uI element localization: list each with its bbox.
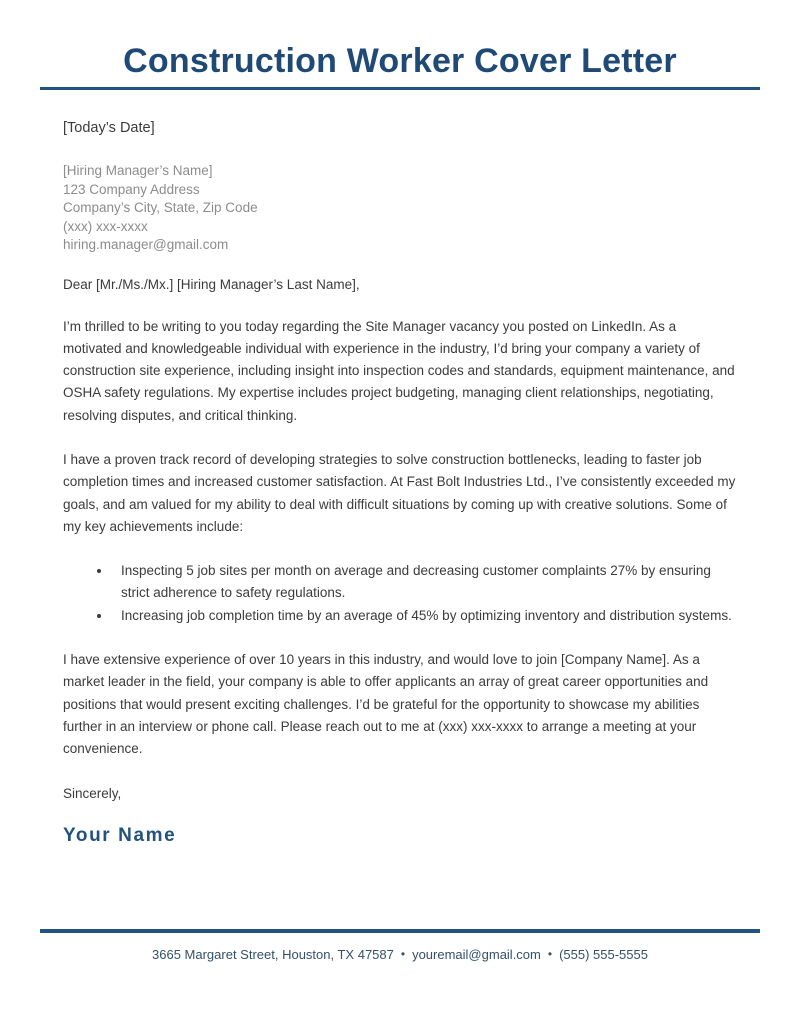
footer-phone: (555) 555-5555 — [559, 947, 648, 962]
separator-dot: • — [547, 947, 553, 961]
paragraph-intro: I’m thrilled to be writing to you today regarding the Site Manager vacancy you posted on LinkedIn. As a motivated and knowledgeable individual with experience in the industry, I’d bring your company a variety of construction site experience, including insight into inspection codes and standards, equipment maintenance, and OSHA safety regulations. My expertise includes project budgeting, managing client relationships, negotiating, resolving disputes, and critical thinking. — [63, 318, 735, 423]
separator-dot: • — [400, 947, 406, 961]
contact-info-line — [0, 946, 800, 963]
header-divider — [40, 87, 760, 90]
recipient-phone: (xxx) xxx-xxxx — [63, 218, 148, 234]
list-item: • Increasing job completion time by an average of 45% by optimizing inventory and distribution systems. — [112, 605, 737, 627]
recipient-city-state-zip: Company’s City, State, Zip Code — [63, 200, 258, 215]
letter-body — [63, 120, 737, 847]
list-item: • Inspecting 5 job sites per month on average and decreasing customer complaints 27% by ensuring strict adherence to safety regulations. — [112, 560, 737, 605]
footer-divider — [40, 929, 760, 933]
paragraph-track-record: I have a proven track record of developing strategies to solve construction bottlenecks, leading to faster job completion times and increased customer satisfaction. At Fast Bolt Industries Ltd., I’ve consistently exceeded my goals, and am valued for my ability to deal with difficult situations by coming up with creative solutions. Some of my key achievements include: — [63, 451, 736, 534]
date-line: [Today’s Date] — [63, 120, 155, 136]
footer-address: 3665 Margaret Street, Houston, TX 47587 — [152, 947, 394, 962]
sign-off: Sincerely, — [63, 785, 122, 801]
paragraph-closing: I have extensive experience of over 10 years in this industry, and would love to join [Company Name]. As a market leader in the field, your company is able to offer applicants an array of great career opportunities and positions that would present exciting challenges. I’d be grateful for the opportunity to showcase my abilities further in an interview or phone call. Please reach out to me at (xxx) xxx-xxxx to arrange a meeting at your convenience. — [63, 652, 709, 757]
page-footer — [0, 929, 800, 963]
achievements-list — [63, 560, 737, 627]
recipient-block — [63, 162, 737, 255]
recipient-address: 123 Company Address — [63, 181, 200, 197]
page-title: Construction Worker Cover Letter — [123, 42, 677, 80]
recipient-name: [Hiring Manager’s Name] — [63, 163, 213, 178]
footer-email: youremail@gmail.com — [412, 947, 541, 962]
signature-name: Your Name — [63, 824, 177, 846]
recipient-email: hiring.manager@gmail.com — [63, 237, 229, 252]
greeting-line: Dear [Mr./Ms./Mx.] [Hiring Manager’s Last Name], — [63, 276, 360, 292]
